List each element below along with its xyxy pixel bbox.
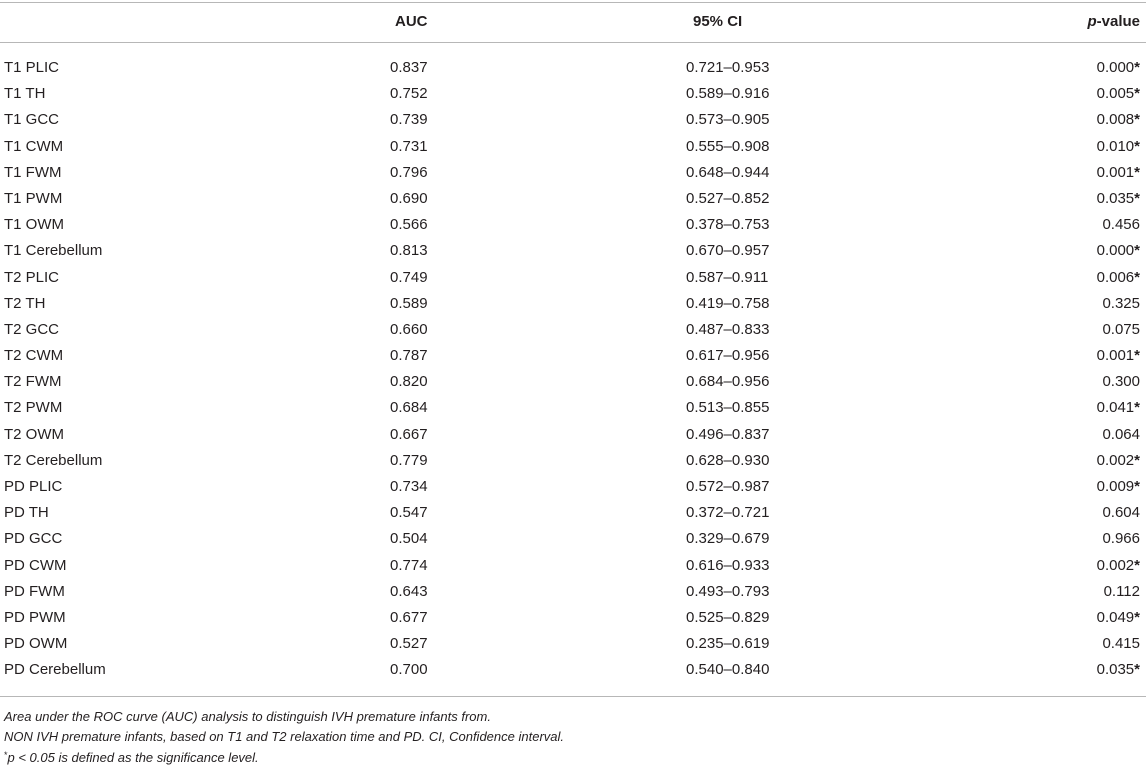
row-ci: 0.525–0.829: [686, 608, 770, 626]
row-label: T1 TH: [4, 85, 46, 103]
significance-marker: *: [1134, 242, 1140, 260]
table-row: [0, 553, 1146, 579]
row-ci: 0.617–0.956: [686, 347, 770, 365]
row-auc: 0.547: [390, 504, 428, 522]
significance-marker: *: [1134, 137, 1140, 155]
row-label: PD FWM: [4, 582, 65, 600]
table-row: [0, 395, 1146, 421]
row-p-number: 0.009: [1096, 478, 1135, 495]
row-auc: 0.677: [390, 608, 428, 626]
row-ci: 0.496–0.837: [686, 425, 770, 443]
row-label: T1 FWM: [4, 163, 62, 181]
footnote-line-2: NON IVH premature infants, based on T1 and T2 relaxation time and PD. CI, Confidence interval.: [4, 728, 564, 744]
table-row: [0, 579, 1146, 605]
row-ci: 0.572–0.987: [686, 478, 770, 495]
table-row: [0, 422, 1146, 448]
row-label: T1 PLIC: [4, 59, 60, 76]
significance-marker: *: [1134, 451, 1140, 469]
significance-marker: *: [1134, 556, 1140, 574]
row-auc: 0.566: [390, 216, 428, 234]
row-auc: 0.749: [390, 268, 428, 286]
row-p-number: 0.049: [1096, 608, 1135, 626]
row-auc: 0.504: [390, 530, 428, 548]
row-p-number: 0.300: [1102, 373, 1140, 391]
row-ci: 0.487–0.833: [686, 320, 770, 338]
row-auc: 0.820: [390, 373, 428, 391]
table-body: [0, 55, 1146, 684]
row-label: T2 FWM: [4, 373, 62, 391]
row-auc: 0.813: [390, 242, 428, 260]
row-ci: 0.527–0.852: [686, 189, 770, 207]
row-p-value: [1097, 605, 1140, 631]
row-auc: 0.774: [390, 556, 428, 574]
row-label: PD GCC: [4, 530, 63, 548]
row-p-value: [1097, 107, 1140, 133]
row-p-value: [1097, 474, 1140, 500]
table-row: [0, 81, 1146, 107]
table-row: [0, 107, 1146, 133]
table-row: [0, 369, 1146, 395]
table-row: [0, 631, 1146, 657]
header-p-italic: p: [1087, 13, 1097, 30]
row-p-value: [1097, 134, 1140, 160]
row-p-value: [1102, 212, 1140, 238]
row-p-value: [1097, 81, 1140, 107]
row-p-number: 0.035: [1096, 189, 1135, 207]
row-ci: 0.329–0.679: [686, 530, 770, 548]
header-p-value: [1087, 13, 1140, 31]
row-ci: 0.573–0.905: [686, 111, 770, 129]
row-p-value: [1097, 265, 1140, 291]
row-label: T2 PWM: [4, 399, 63, 417]
row-p-value: [1104, 579, 1140, 605]
row-p-number: 0.002: [1096, 451, 1135, 469]
row-label: PD TH: [4, 504, 49, 522]
row-p-number: 0.604: [1102, 504, 1140, 522]
table-bottom-rule: [0, 696, 1146, 697]
row-auc: 0.787: [390, 347, 428, 365]
row-ci: 0.493–0.793: [686, 582, 770, 600]
row-p-value: [1102, 526, 1140, 552]
table-row: [0, 238, 1146, 264]
row-ci: 0.684–0.956: [686, 373, 770, 391]
row-ci: 0.589–0.916: [686, 85, 770, 103]
row-p-value: [1097, 186, 1140, 212]
footnote-significance: p < 0.05 is defined as the significance level.: [7, 750, 259, 765]
significance-marker: *: [1134, 399, 1140, 417]
row-label: T2 OWM: [4, 425, 64, 443]
row-label: PD OWM: [4, 635, 68, 653]
header-auc: AUC: [395, 13, 428, 30]
significance-marker: *: [1134, 478, 1140, 495]
row-ci: 0.372–0.721: [686, 504, 770, 522]
row-ci: 0.628–0.930: [686, 451, 770, 469]
table-row: [0, 605, 1146, 631]
table-row: [0, 134, 1146, 160]
row-label: T1 OWM: [4, 216, 64, 234]
row-p-number: 0.001: [1096, 347, 1135, 365]
row-p-number: 0.456: [1102, 216, 1140, 234]
row-label: PD PLIC: [4, 478, 63, 495]
row-auc: 0.731: [390, 137, 428, 155]
row-p-number: 0.010: [1096, 137, 1135, 155]
row-ci: 0.378–0.753: [686, 216, 770, 234]
significance-marker: *: [1134, 347, 1140, 365]
row-auc: 0.752: [390, 85, 428, 103]
table-row: [0, 343, 1146, 369]
row-auc: 0.690: [390, 189, 428, 207]
table-row: [0, 526, 1146, 552]
header-p-rest: -value: [1096, 13, 1140, 30]
row-p-number: 0.000: [1096, 59, 1135, 76]
table-row: [0, 186, 1146, 212]
significance-marker: *: [1134, 608, 1140, 626]
row-p-value: [1097, 238, 1140, 264]
table-header: [0, 0, 1146, 42]
table-row: [0, 317, 1146, 343]
row-label: PD PWM: [4, 608, 66, 626]
row-label: T2 GCC: [4, 320, 60, 338]
row-label: T2 Cerebellum: [4, 451, 103, 469]
table-row: [0, 55, 1146, 81]
row-auc: 0.700: [390, 661, 428, 679]
row-p-number: 0.966: [1102, 530, 1140, 548]
row-auc: 0.739: [390, 111, 428, 129]
table-row: [0, 657, 1146, 683]
row-label: T1 Cerebellum: [4, 242, 103, 260]
row-ci: 0.648–0.944: [686, 163, 770, 181]
footnote-asterisk: *: [4, 750, 8, 760]
row-p-value: [1102, 422, 1140, 448]
row-label: T1 GCC: [4, 111, 60, 129]
row-auc: 0.837: [390, 59, 428, 76]
footnote-line-1: Area under the ROC curve (AUC) analysis to distinguish IVH premature infants from.: [4, 709, 491, 724]
row-auc: 0.734: [390, 478, 428, 495]
significance-marker: *: [1134, 163, 1140, 181]
significance-marker: *: [1134, 59, 1140, 76]
table-row: [0, 265, 1146, 291]
row-p-number: 0.008: [1096, 111, 1135, 129]
row-label: T2 TH: [4, 294, 46, 312]
row-p-number: 0.112: [1103, 582, 1140, 600]
row-p-value: [1102, 317, 1140, 343]
row-label: T2 PLIC: [4, 268, 60, 286]
row-p-number: 0.006: [1096, 268, 1135, 286]
row-p-value: [1102, 291, 1140, 317]
significance-marker: *: [1134, 268, 1140, 286]
row-p-number: 0.075: [1102, 320, 1140, 338]
row-p-value: [1102, 369, 1140, 395]
row-p-value: [1102, 631, 1140, 657]
row-p-number: 0.041: [1096, 399, 1135, 417]
significance-marker: *: [1134, 189, 1140, 207]
row-p-number: 0.035: [1096, 661, 1135, 679]
row-ci: 0.616–0.933: [686, 556, 770, 574]
row-auc: 0.589: [390, 294, 428, 312]
significance-marker: *: [1134, 111, 1140, 129]
row-p-number: 0.325: [1102, 294, 1140, 312]
row-p-number: 0.001: [1096, 163, 1135, 181]
row-ci: 0.540–0.840: [686, 661, 770, 679]
row-auc: 0.643: [390, 582, 428, 600]
row-auc: 0.796: [390, 163, 428, 181]
row-p-number: 0.000: [1096, 242, 1135, 260]
table-row: [0, 448, 1146, 474]
table-header-rule: [0, 42, 1146, 43]
table-row: [0, 160, 1146, 186]
row-p-value: [1102, 500, 1140, 526]
row-label: T2 CWM: [4, 347, 64, 365]
row-p-value: [1097, 657, 1140, 683]
footnote-line-3: [4, 746, 564, 768]
table-row: [0, 291, 1146, 317]
row-ci: 0.721–0.953: [686, 59, 770, 76]
table-row: [0, 500, 1146, 526]
row-ci: 0.513–0.855: [686, 399, 770, 417]
row-p-number: 0.005: [1096, 85, 1135, 103]
table-footnotes: [4, 707, 564, 768]
row-p-value: [1097, 553, 1140, 579]
row-p-number: 0.415: [1102, 635, 1140, 653]
row-auc: 0.684: [390, 399, 428, 417]
row-p-number: 0.064: [1102, 425, 1140, 443]
row-p-value: [1097, 160, 1140, 186]
row-auc: 0.667: [390, 425, 428, 443]
row-auc: 0.779: [390, 451, 428, 469]
row-auc: 0.660: [390, 320, 428, 338]
row-label: T1 PWM: [4, 189, 63, 207]
row-p-value: [1097, 55, 1140, 81]
row-label: T1 CWM: [4, 137, 64, 155]
row-p-value: [1097, 448, 1140, 474]
row-label: PD Cerebellum: [4, 661, 106, 679]
row-ci: 0.587–0.911: [686, 268, 769, 286]
table-row: [0, 474, 1146, 500]
row-p-value: [1097, 343, 1140, 369]
row-ci: 0.235–0.619: [686, 635, 770, 653]
row-label: PD CWM: [4, 556, 67, 574]
table-row: [0, 212, 1146, 238]
row-p-number: 0.002: [1096, 556, 1135, 574]
row-auc: 0.527: [390, 635, 428, 653]
significance-marker: *: [1134, 85, 1140, 103]
row-ci: 0.670–0.957: [686, 242, 770, 260]
row-ci: 0.555–0.908: [686, 137, 770, 155]
row-ci: 0.419–0.758: [686, 294, 770, 312]
header-ci: 95% CI: [693, 13, 743, 30]
row-p-value: [1097, 395, 1140, 421]
significance-marker: *: [1134, 661, 1140, 679]
